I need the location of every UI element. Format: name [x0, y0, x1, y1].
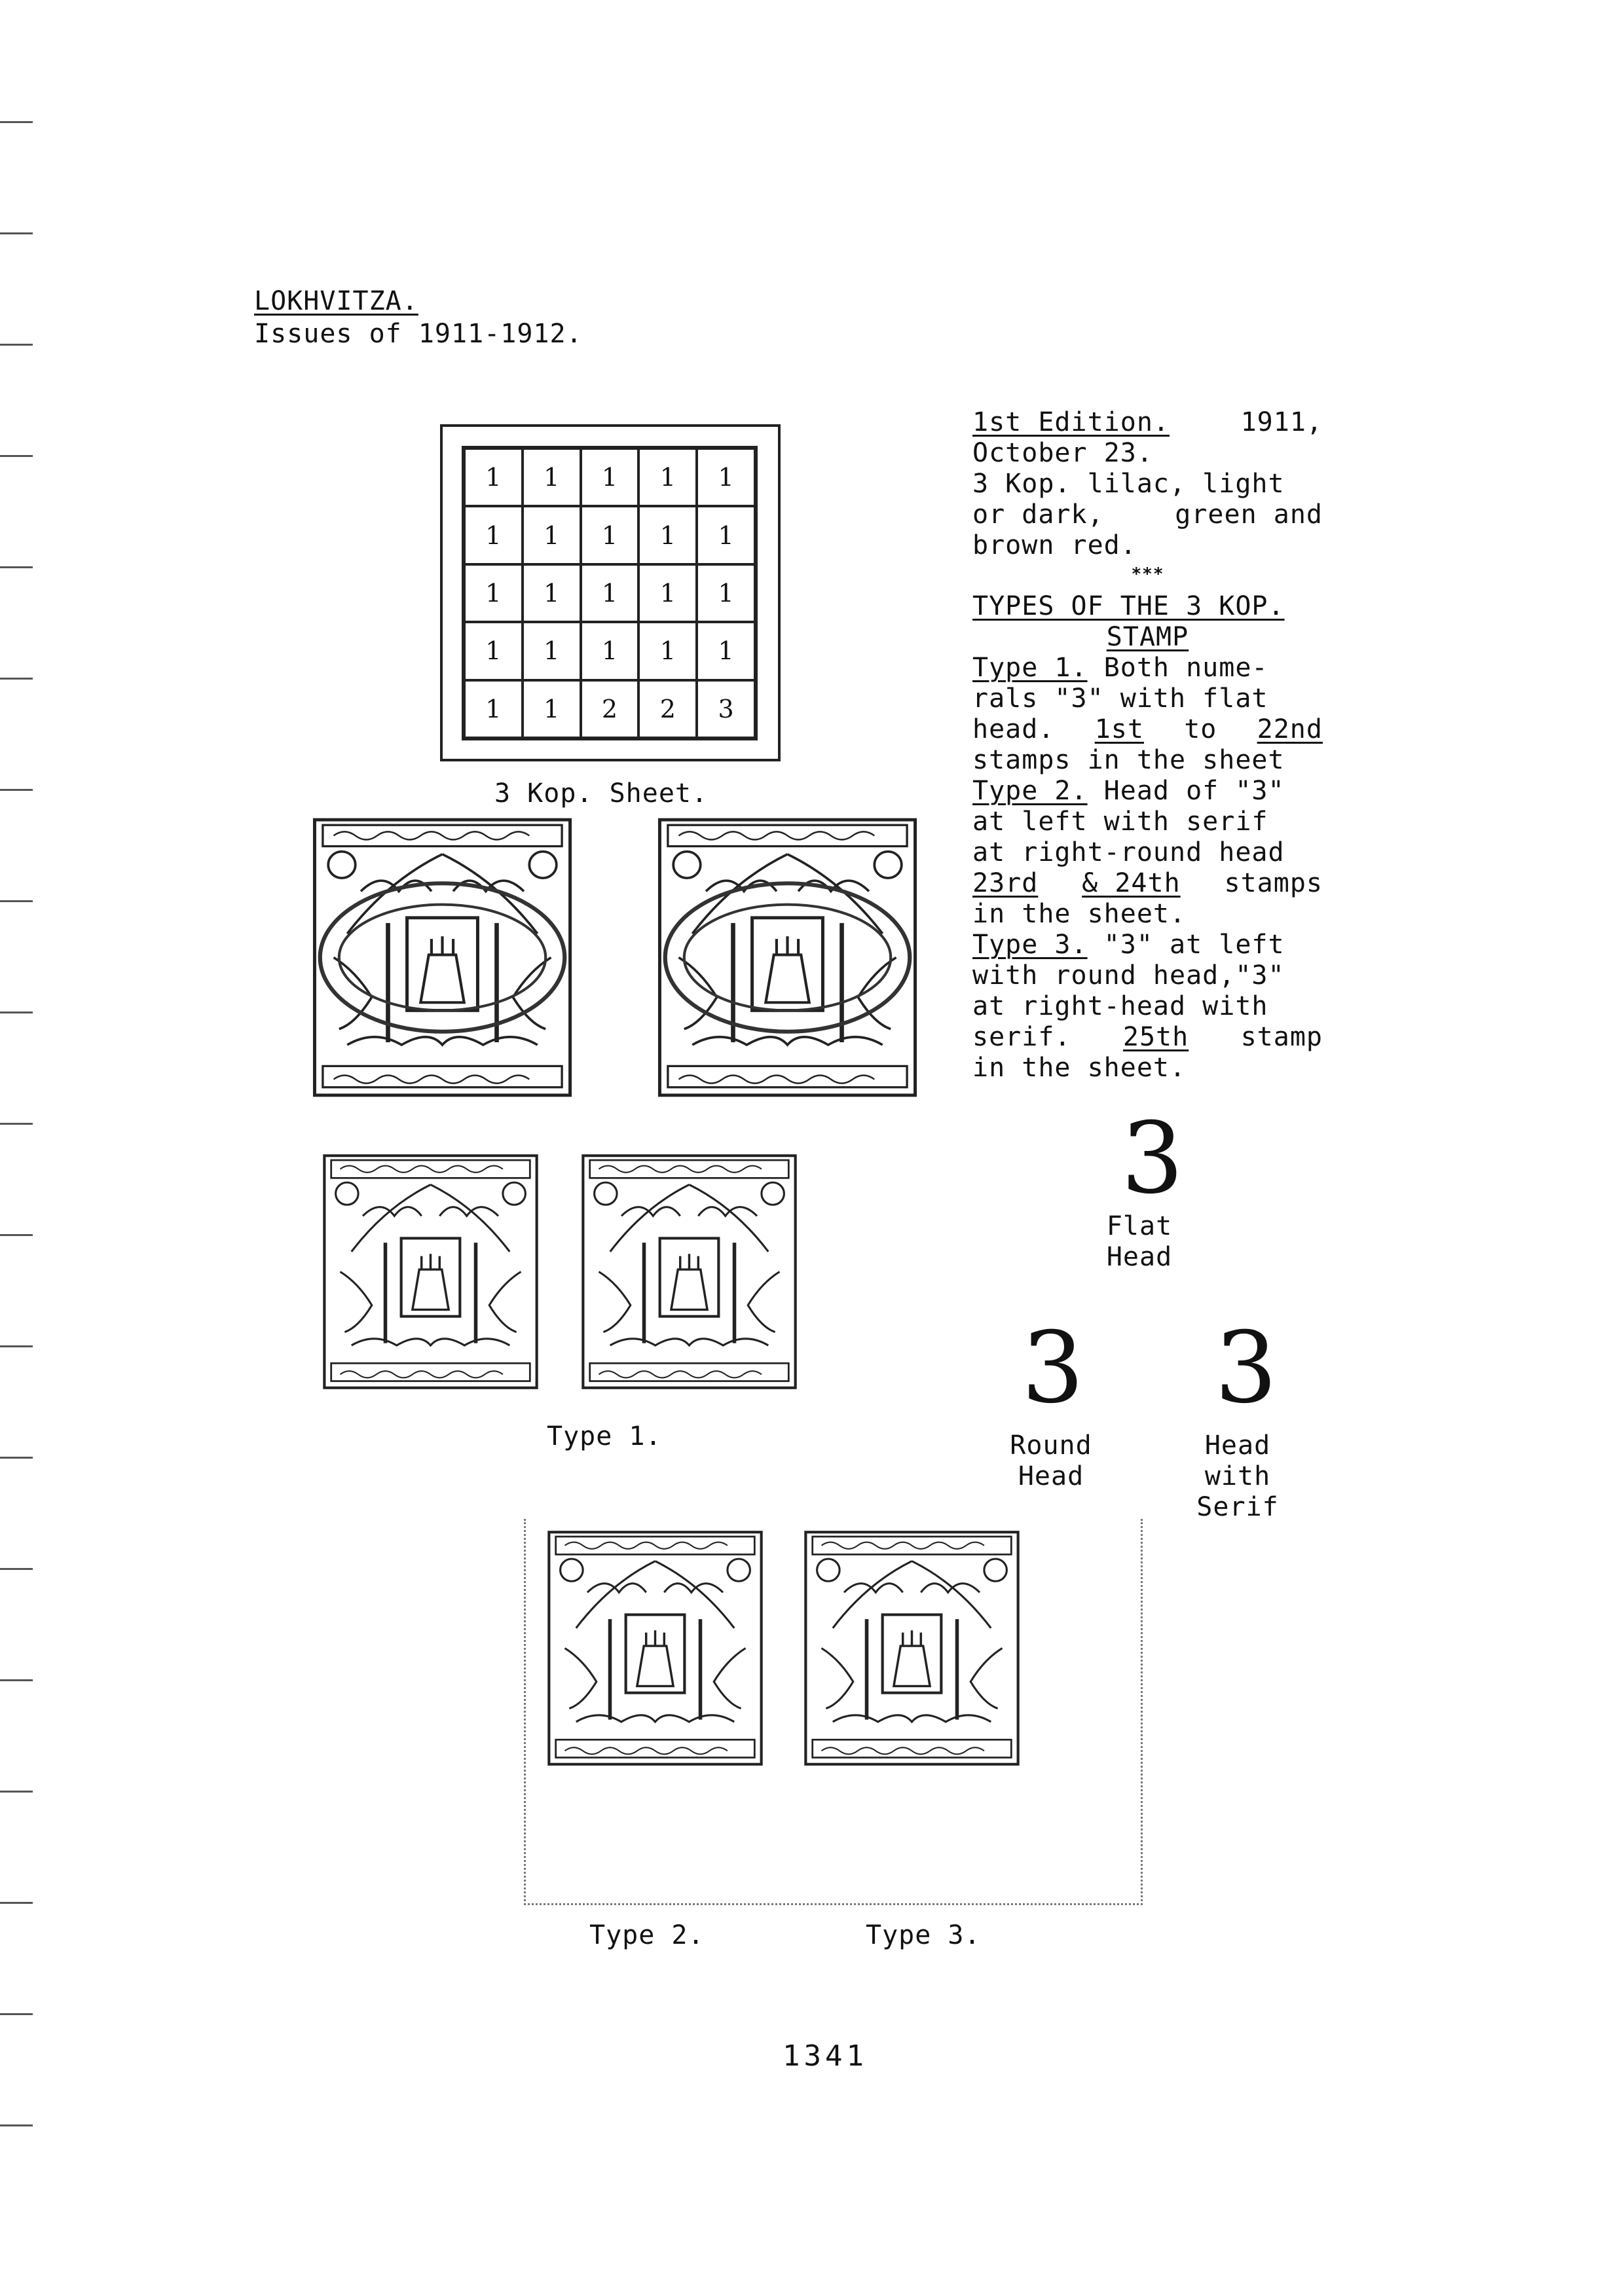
sheet-cell: 1 — [638, 564, 697, 622]
types-heading-2: STAMP — [1106, 622, 1189, 652]
sheet-cell: 1 — [523, 506, 581, 564]
type3-text-4a: serif. — [972, 1022, 1071, 1052]
type2-text-3: at right-round head — [972, 837, 1285, 867]
round-label-2: Head — [1018, 1461, 1084, 1491]
sheet-cell: 1 — [464, 680, 523, 738]
type3-text-5: in the sheet. — [972, 1053, 1187, 1083]
type2-text-2: at left with serif — [972, 807, 1268, 837]
serif-label-3: Serif — [1196, 1492, 1279, 1522]
type3-label: Type 3. — [972, 930, 1088, 960]
sheet-cell: 1 — [581, 448, 639, 506]
sheet-caption: 3 Kop. Sheet. — [494, 778, 709, 809]
stamp-type1-b — [576, 1149, 802, 1394]
type1-text-2: rals "3" with flat — [972, 683, 1268, 714]
sheet-grid — [462, 446, 758, 740]
numeral-flat-head: 3 — [1121, 1102, 1184, 1216]
serif-label-1: Head — [1204, 1430, 1271, 1461]
sheet-cell: 1 — [464, 448, 523, 506]
stamp-used-2 — [652, 812, 923, 1103]
caption-type1: Type 1. — [547, 1421, 662, 1451]
type2-text-4b: & 24th — [1082, 868, 1181, 898]
edition-desc-1: 3 Kop. lilac, light — [972, 469, 1285, 499]
round-label-1: Round — [1010, 1430, 1092, 1461]
numeral-flat-label — [1084, 1211, 1195, 1273]
edition-desc-3: brown red. — [972, 530, 1137, 560]
numeral-round-head: 3 — [1022, 1311, 1084, 1425]
serif-label-2: with — [1204, 1461, 1271, 1491]
page-subtitle: Issues of 1911-1912. — [254, 319, 583, 349]
type2-text-5: in the sheet. — [972, 899, 1187, 929]
type1-label: Type 1. — [972, 653, 1088, 683]
sheet-cell: 1 — [638, 448, 697, 506]
flat-label-1: Flat — [1106, 1211, 1173, 1241]
description-column — [972, 407, 1323, 1084]
sheet-cell: 1 — [523, 680, 581, 738]
page-title: LOKHVITZA. — [254, 286, 418, 316]
sheet-cell: 1 — [581, 622, 639, 680]
sheet-cell: 1 — [523, 448, 581, 506]
numeral-serif-label — [1182, 1430, 1293, 1523]
flat-label-2: Head — [1106, 1242, 1173, 1272]
numeral-serif-head: 3 — [1215, 1311, 1278, 1425]
edition-date: October 23. — [972, 438, 1153, 468]
sheet-cell: 1 — [523, 622, 581, 680]
stamp-type1-a — [318, 1149, 544, 1394]
sheet-cell: 1 — [464, 506, 523, 564]
sheet-cell: 1 — [581, 564, 639, 622]
types-heading: TYPES OF THE 3 KOP. — [972, 591, 1285, 621]
type2-text-4a: 23rd — [972, 868, 1039, 898]
sheet-cell: 1 — [697, 622, 755, 680]
type1-text-3a: head. — [972, 714, 1055, 744]
edition-desc-2b: green and — [1175, 500, 1323, 530]
sheet-cell: 1 — [523, 564, 581, 622]
sheet-cell: 2 — [581, 680, 639, 738]
type1-text-3b: 1st — [1094, 714, 1144, 744]
type3-text-4b: 25th — [1122, 1022, 1189, 1052]
type3-text-2: with round head,"3" — [972, 960, 1285, 991]
numeral-round-label — [995, 1430, 1107, 1492]
type2-text-4c: stamps — [1224, 868, 1323, 898]
edition-year: 1911, — [1240, 407, 1323, 437]
mount-outline — [524, 1519, 1143, 1905]
header — [254, 285, 583, 350]
edition-heading: 1st Edition. — [972, 407, 1170, 437]
type3-text-1: "3" at left — [1103, 930, 1285, 960]
page-number: 1341 — [783, 2039, 868, 2073]
sheet-cell: 3 — [697, 680, 755, 738]
type3-text-4c: stamp — [1240, 1022, 1323, 1052]
sheet-cell: 1 — [464, 622, 523, 680]
type1-text-4: stamps in the sheet — [972, 745, 1285, 775]
sheet-cell: 1 — [464, 564, 523, 622]
type2-label: Type 2. — [972, 776, 1088, 806]
sheet-cell: 1 — [697, 448, 755, 506]
caption-type3: Type 3. — [866, 1920, 981, 1950]
separator: *** — [1131, 564, 1164, 584]
type1-text-1: Both nume- — [1103, 653, 1268, 683]
sheet-cell: 1 — [638, 506, 697, 564]
sheet-cell: 2 — [638, 680, 697, 738]
type1-text-3d: 22nd — [1257, 714, 1323, 744]
type1-text-3c: to — [1184, 714, 1217, 744]
sheet-cell: 1 — [638, 622, 697, 680]
sheet-cell: 1 — [697, 564, 755, 622]
stamp-used-1 — [306, 812, 578, 1103]
type3-text-3: at right-head with — [972, 991, 1268, 1021]
caption-type2: Type 2. — [589, 1920, 705, 1950]
type2-text-1: Head of "3" — [1103, 776, 1285, 806]
sheet-cell: 1 — [581, 506, 639, 564]
sheet-cell: 1 — [697, 506, 755, 564]
edition-desc-2a: or dark, — [972, 500, 1104, 530]
